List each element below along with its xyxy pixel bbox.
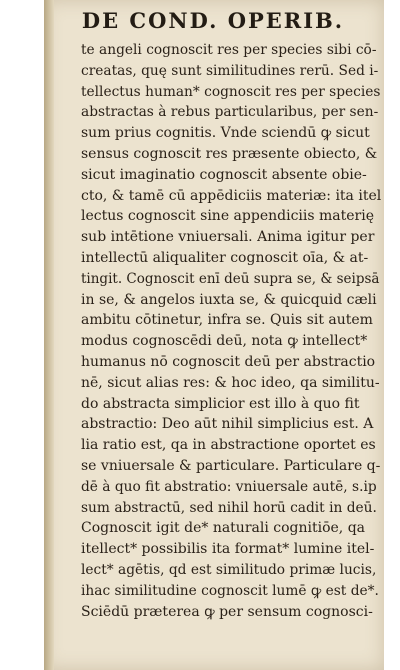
- text-line: lectus cognoscit sine appendiciis materię: [81, 208, 374, 225]
- text-line: Sciēdū præterea ꝙ per sensum cognosci-: [81, 603, 373, 620]
- text-line: abstractas à rebus particularibus, per sen-: [81, 104, 379, 121]
- text-line: intellectū aliqualiter cognoscit oīa, & at-: [81, 249, 369, 266]
- text-line: sensus cognoscit res præsente obiecto, &: [81, 145, 378, 162]
- text-line: tellectus human* cognoscit res per species: [81, 83, 381, 100]
- text-line: ihac similitudine cognoscit lumē ꝙ est de*.: [81, 582, 379, 599]
- text-line: sum prius cognitis. Vnde sciendū ꝙ sicut: [81, 125, 370, 142]
- text-line: tingit. Cognoscit enī deū supra se, & seipsā: [81, 270, 380, 287]
- text-line: in se, & angelos iuxta se, & quicquid cæli: [81, 291, 377, 308]
- text-line: Cognoscit igit de* naturali cognitiōe, qa: [81, 520, 366, 537]
- text-line: se vniuersale & particulare. Particulare q-: [81, 457, 381, 474]
- text-line: nē, sicut alias res: & hoc ideo, qa similitu-: [81, 374, 380, 391]
- text-line: te angeli cognoscit res per species sibi cō-: [81, 42, 377, 58]
- text-line: lect* agētis, qd est similitudo primæ lucis,: [81, 561, 377, 578]
- text-line: creatas, quę sunt similitudines rerū. Sed i-: [81, 62, 379, 79]
- text-line: ambitu cōtinetur, infra se. Quis sit autem: [81, 312, 373, 329]
- text-line: sum abstractū, sed nihil horū cadit in deū.: [81, 499, 377, 516]
- text-block: [81, 40, 381, 622]
- running-header: DE COND. OPERIB.: [81, 8, 345, 33]
- text-line: lia ratio est, qa in abstractione oportet es: [81, 437, 376, 454]
- text-line: do abstracta simplicior est illo à quo fit: [81, 395, 360, 412]
- text-line: humanus nō cognoscit deū per abstractio: [81, 353, 376, 370]
- text-line: sicut imaginatio cognoscit absente obie-: [81, 166, 367, 183]
- text-line: cto, & tamē cū appēdiciis materiæ: ita itel: [81, 187, 381, 204]
- text-line: modus cognoscēdi deū, nota ꝙ intellect*: [81, 333, 368, 350]
- text-line: sub intētione vniuersali. Anima igitur per: [81, 229, 375, 246]
- text-line: dē à quo fit abstratio: vniuersale autē, s.ip: [81, 478, 377, 495]
- page-gutter: [44, 0, 54, 670]
- text-line: itellect* possibilis ita format* lumine itel-: [81, 541, 375, 558]
- text-line: abstractio: Deo aūt nihil simplicius est. A: [81, 416, 374, 433]
